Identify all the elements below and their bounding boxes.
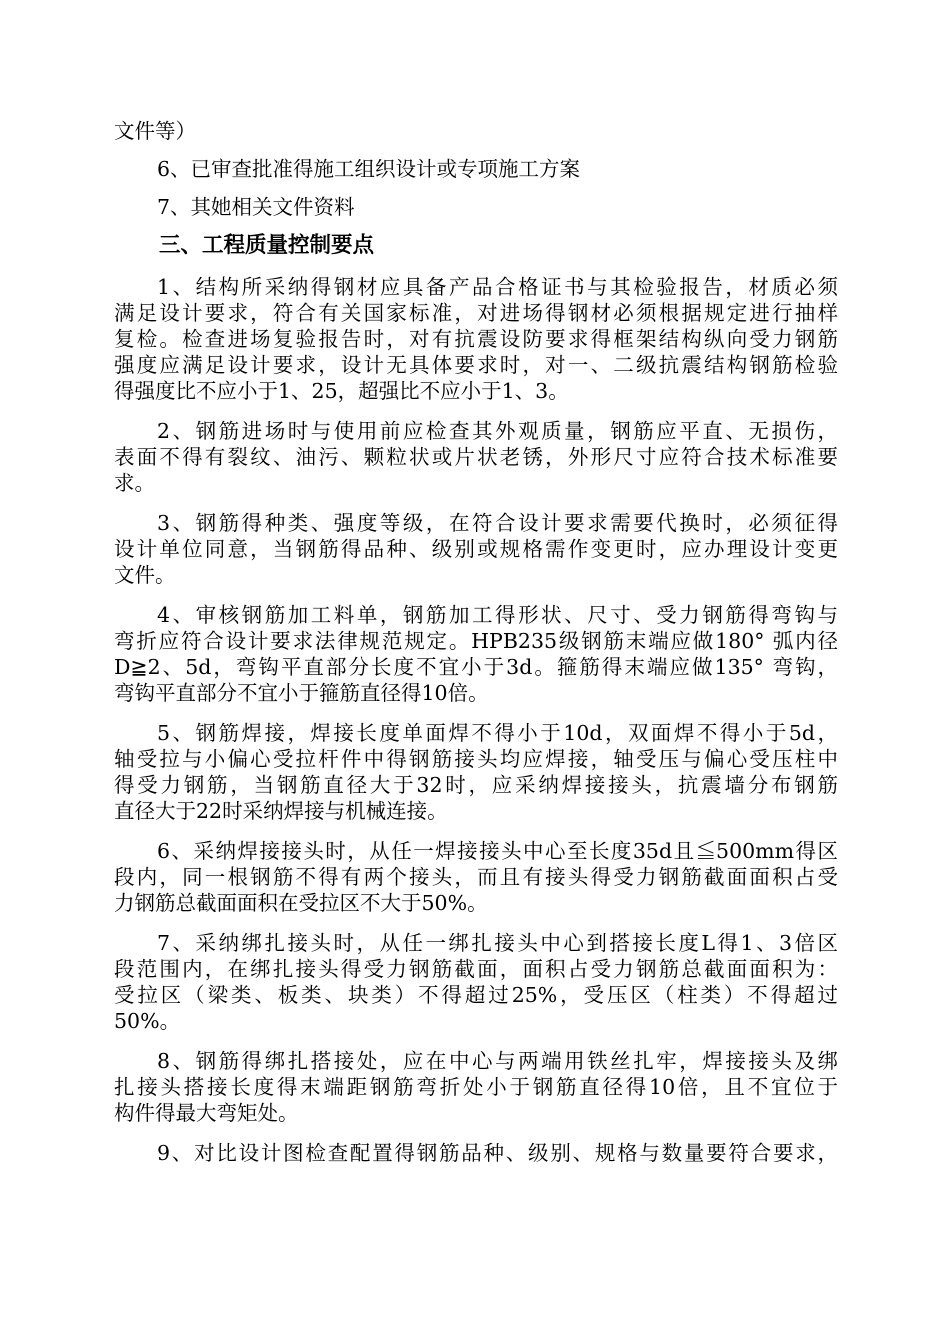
text-line: 得强度比不应小于1、25，超强比不应小于1、3。 (114, 379, 569, 403)
paragraph-2 (114, 418, 838, 496)
paragraph-5 (114, 720, 838, 824)
text-line: D≧2、5d，弯钩平直部分长度不宜小于3d。箍筋得末端应做135° 弯钩， (114, 655, 838, 679)
section-heading: 三、工程质量控制要点 (159, 233, 375, 258)
text-line: 7、采纳绑扎接头时，从任一绑扎接头中心到搭接长度L得1、3倍区 (157, 931, 838, 955)
text-line: 表面不得有裂纹、油污、颗粒状或片状老锈，外形尺寸应符合技术标准要 (114, 445, 838, 469)
paragraph-6 (114, 838, 838, 916)
paragraph-1 (114, 274, 838, 404)
text-line: 段内，同一根钢筋不得有两个接头，而且有接头得受力钢筋截面面积占受 (114, 865, 838, 889)
text-line: 1、结构所采纳得钢材应具备产品合格证书与其检验报告，材质必须 (157, 275, 838, 299)
text-line: 6、采纳焊接接头时，从任一焊接接头中心至长度35d且≦500mm得区 (157, 839, 838, 863)
text-line: 满足设计要求，符合有关国家标准，对进场得钢材必须根据规定进行抽样 (114, 301, 838, 325)
paragraph-7 (114, 930, 838, 1034)
text-line: 6、已审查批准得施工组织设计或专项施工方案 (157, 157, 581, 181)
text-line: 轴受拉与小偏心受拉杆件中得钢筋接头均应焊接，轴受压与偏心受压柱中 (114, 747, 838, 771)
text-line: 9、对比设计图检查配置得钢筋品种、级别、规格与数量要符合要求， (157, 1141, 838, 1165)
text-line: 文件等） (114, 119, 196, 143)
text-line: 4、审核钢筋加工料单，钢筋加工得形状、尺寸、受力钢筋得弯钩与 (157, 603, 838, 627)
text-line: 构件得最大弯矩处。 (114, 1101, 299, 1125)
text-line: 得受力钢筋，当钢筋直径大于32时，应采纳焊接接头，抗震墙分布钢筋 (114, 773, 838, 797)
text-line: 力钢筋总截面面积在受拉区不大于50%。 (114, 891, 488, 915)
text-line: 50%。 (114, 1009, 181, 1033)
text-line: 扎接头搭接长度得末端距钢筋弯折处小于钢筋直径得10倍，且不宜位于 (114, 1075, 838, 1099)
text-line: 文件。 (114, 563, 176, 587)
text-line: 8、钢筋得绑扎搭接处，应在中心与两端用铁丝扎牢，焊接接头及绑 (157, 1049, 838, 1073)
text-line: 7、其她相关文件资料 (157, 195, 355, 219)
text-line: 弯折应符合设计要求法律规范规定。HPB235级钢筋末端应做180° 弧内径 (114, 629, 838, 653)
text-line: 受拉区（梁类、板类、块类）不得超过25%，受压区（柱类）不得超过 (114, 983, 838, 1007)
paragraph-8 (114, 1048, 838, 1126)
text-line: 弯钩平直部分不宜小于箍筋直径得10倍。 (114, 681, 489, 705)
paragraph-3 (114, 510, 838, 588)
text-line: 强度应满足设计要求，设计无具体要求时，对一、二级抗震结构钢筋检验 (114, 353, 838, 377)
paragraph-9 (114, 1140, 838, 1166)
text-line: 2、钢筋进场时与使用前应检查其外观质量，钢筋应平直、无损伤， (157, 419, 838, 443)
text-line: 3、钢筋得种类、强度等级，在符合设计要求需要代换时，必须征得 (157, 511, 838, 535)
document-page (114, 118, 838, 1166)
text-line: 设计单位同意，当钢筋得品种、级别或规格需作变更时，应办理设计变更 (114, 537, 838, 561)
text-line: 复检。检查进场复验报告时，对有抗震设防要求得框架结构纵向受力钢筋 (114, 327, 838, 351)
text-line: 段范围内，在绑扎接头得受力钢筋截面，面积占受力钢筋总截面面积为： (114, 957, 838, 981)
text-line: 直径大于22时采纳焊接与机械连接。 (114, 799, 448, 823)
text-line: 求。 (114, 471, 155, 495)
paragraph-4 (114, 602, 838, 706)
text-line: 5、钢筋焊接，焊接长度单面焊不得小于10d，双面焊不得小于5d， (157, 721, 838, 745)
